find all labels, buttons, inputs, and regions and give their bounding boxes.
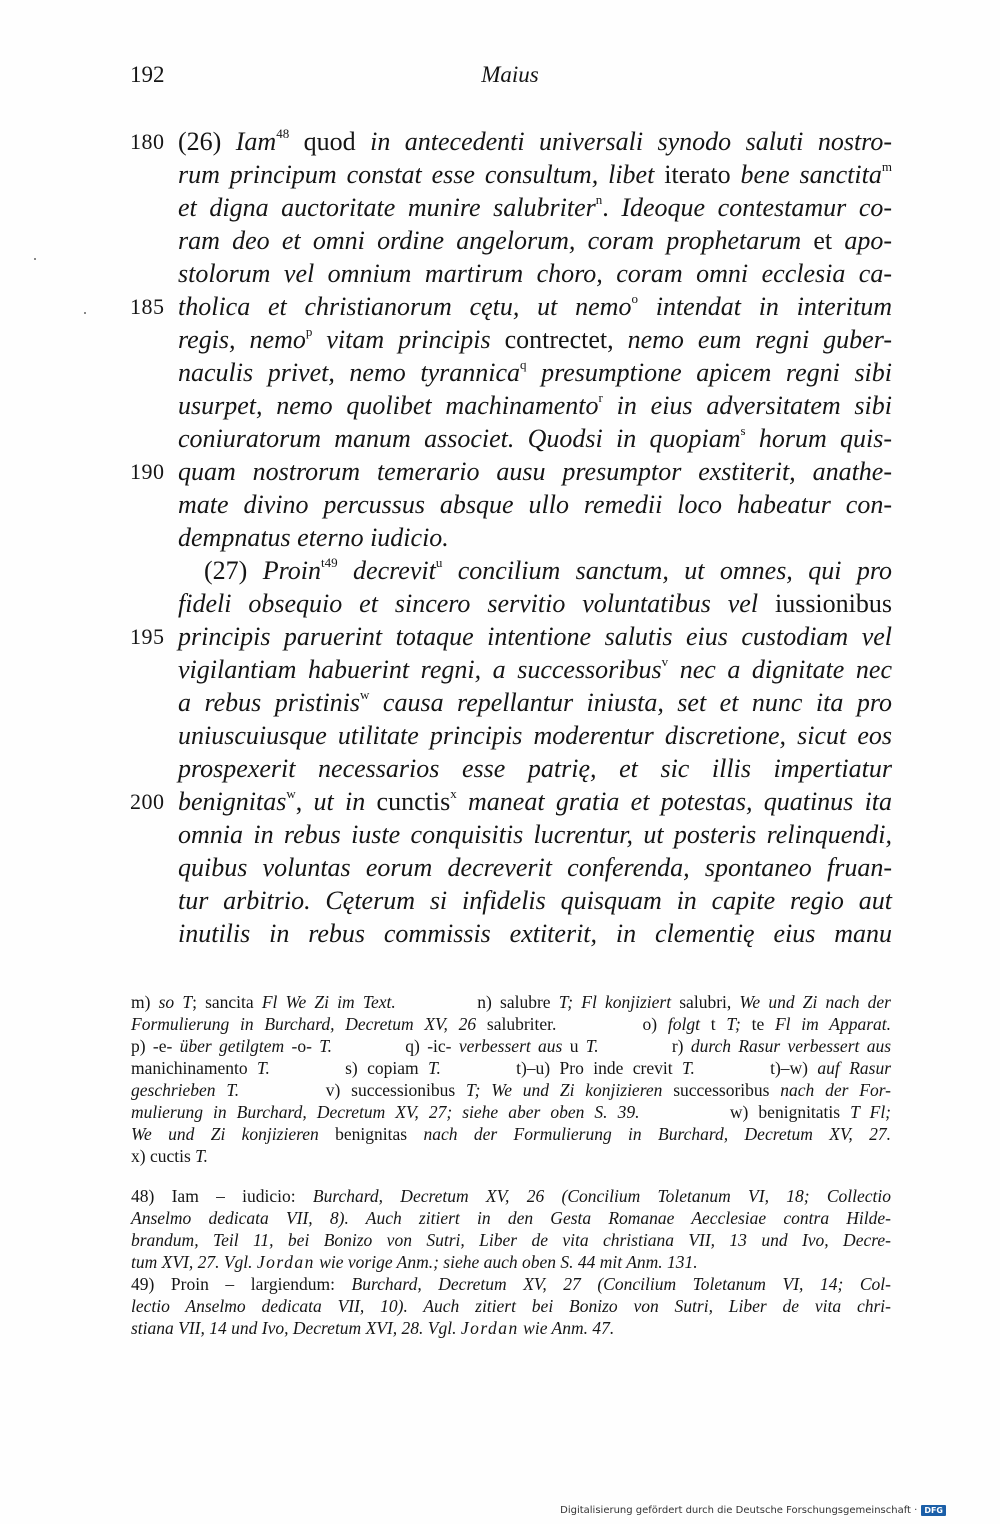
text-line	[178, 191, 892, 224]
text-line	[178, 257, 892, 290]
apparatus-line: manichinamento T. s) copiam T. t)–u) Pro inde crevit T. t)–w) auf Rasur	[131, 1058, 891, 1078]
line-text: mate divino percussus absque ullo remedii loco habeatur con-	[178, 490, 892, 519]
line-text: et digna auctoritate munire salubriter$^n$. Ideoque contestamur co-	[178, 192, 893, 222]
line-text: (26) Iam$^{48}$ quod in antecedenti universali synodo saluti nostro-	[178, 126, 892, 156]
footnote-line: 49) Proin – largiendum: Burchard, Decretum XV, 27 (Concilium Toletanum VI, 14; Col-	[131, 1274, 891, 1294]
line-text: dempnatus eterno iudicio.	[178, 523, 449, 552]
text-line	[130, 125, 892, 158]
text-line	[178, 653, 892, 686]
apparatus-line: m) so T; sancita Fl We Zi im Text. n) salubre T; Fl konjiziert salubri, We und Zi nach der	[131, 992, 891, 1012]
line-text: omnia in rebus iuste conquisitis lucrentur, ut posteris relinquendi,	[178, 820, 892, 849]
apparatus-line: x) cuctis T.	[131, 1146, 208, 1166]
line-text: regis, nemo$^p$ vitam principis contrectet, nemo eum regni guber-	[178, 324, 892, 354]
scan-speck	[34, 258, 36, 260]
text-line	[178, 224, 892, 257]
line-text: a rebus pristinis$^w$ causa repellantur iniusta, set et nunc ita pro	[178, 687, 893, 717]
footnote-line: brandum, Teil 11, bei Bonizo von Sutri, Liber de vita christiana VII, 13 und Ivo, Decre-	[131, 1230, 891, 1250]
footer-credit	[560, 1505, 946, 1516]
footnote-line: stiana VII, 14 und Ivo, Decretum XVI, 28. Vgl. Jordan wie Anm. 47.	[131, 1318, 615, 1338]
text-line	[178, 851, 892, 884]
line-text: ram deo et omni ordine angelorum, coram prophetarum et apo-	[178, 226, 892, 255]
text-line	[178, 488, 892, 521]
text-line	[178, 752, 892, 785]
text-line	[178, 587, 892, 620]
dfg-logo-icon: DFG	[921, 1505, 946, 1516]
line-text: uniuscuiusque utilitate principis moderentur discretione, sicut eos	[178, 721, 892, 750]
line-text: tholica et christianorum cętu, ut nemo$^o$ intendat in interitum	[178, 291, 892, 321]
text-line	[178, 554, 892, 587]
text-line	[130, 620, 892, 653]
critical-apparatus	[131, 991, 891, 1167]
apparatus-line: geschrieben T. v) successionibus T; We und Zi konjizieren successoribus nach der For-	[131, 1080, 891, 1100]
line-text: coniuratorum manum associet. Quodsi in quopiam$^s$ horum quis-	[178, 423, 892, 453]
text-line	[178, 917, 892, 950]
line-text: stolorum vel omnium martirum choro, coram omni ecclesia ca-	[178, 259, 892, 288]
line-number: 180	[130, 129, 165, 154]
line-text: rum principum constat esse consultum, libet iterato bene sanctita$^m$	[178, 159, 892, 189]
footnote-line: lectio Anselmo dedicata VII, 10). Auch zitiert bei Bonizo von Sutri, Liber de vita chri-	[131, 1296, 891, 1316]
text-line	[130, 290, 892, 323]
line-text: quam nostrorum temerario ausu presumptor exstiterit, anathe-	[178, 457, 892, 486]
footnote-line: Anselmo dedicata VII, 8). Auch zitiert in den Gesta Romanae Aecclesiae contra Hilde-	[131, 1208, 891, 1228]
footnote-line: 48) Iam – iudicio: Burchard, Decretum XV, 26 (Concilium Toletanum VI, 18; Collectio	[131, 1186, 891, 1206]
apparatus-line: We und Zi konjizieren benignitas nach der Formulierung in Burchard, Decretum XV, 27.	[131, 1124, 891, 1144]
text-line	[178, 719, 892, 752]
line-text: prospexerit necessarios esse patrię, et sic illis impertiatur	[178, 754, 892, 783]
line-text: naculis privet, nemo tyrannica$^q$ presumptione apicem regni sibi	[178, 357, 893, 387]
text-line	[130, 785, 893, 818]
line-number: 195	[130, 624, 165, 649]
text-line	[178, 422, 892, 455]
line-number: 190	[130, 459, 165, 484]
text-line	[178, 521, 892, 554]
page-number: 192	[130, 62, 165, 87]
line-number: 200	[130, 789, 165, 814]
line-text: inutilis in rebus commissis extiterit, in clementię eius manu	[178, 919, 892, 948]
line-text: tur arbitrio. Cęterum si infidelis quisquam in capite regio aut	[178, 886, 892, 915]
text-line	[178, 818, 892, 851]
line-text: usurpet, nemo quolibet machinamento$^r$ in eius adversitatem sibi	[178, 390, 892, 420]
text-line	[178, 389, 892, 422]
text-line	[178, 686, 892, 719]
main-text	[130, 125, 893, 950]
line-text: quibus voluntas eorum decreverit conferenda, spontaneo fruan-	[178, 853, 892, 882]
running-title: Maius	[481, 62, 539, 87]
apparatus-line: Formulierung in Burchard, Decretum XV, 26 salubriter. o) folgt t T; te Fl im Apparat.	[131, 1014, 891, 1034]
apparatus-line: mulierung in Burchard, Decretum XV, 27; siehe aber oben S. 39. w) benignitatis T Fl;	[131, 1102, 892, 1122]
footnote-line: tum XVI, 27. Vgl. Jordan wie vorige Anm.; siehe auch oben S. 44 mit Anm. 131.	[131, 1252, 698, 1272]
line-text: principis paruerint totaque intentione salutis eius custodiam vel	[178, 622, 892, 651]
line-text: (27) Proin$^{t49}$ decrevit$^u$ concilium sanctum, ut omnes, qui pro	[204, 555, 893, 585]
scan-speck	[84, 312, 86, 314]
notes-section	[131, 991, 891, 1339]
source-footnotes	[131, 1185, 891, 1339]
line-number: 185	[130, 294, 165, 319]
page-header	[130, 62, 890, 94]
credit-text: Digitalisierung gefördert durch die Deutsche Forschungsgemeinschaft ·	[560, 1505, 918, 1516]
text-line	[130, 455, 892, 488]
apparatus-line: p) -e- über getilgtem -o- T. q) -ic- verbessert aus u T. r) durch Rasur verbessert aus	[131, 1036, 892, 1056]
line-text: vigilantiam habuerint regni, a successoribus$^v$ nec a dignitate nec	[178, 654, 892, 684]
text-line	[178, 884, 892, 917]
text-line	[178, 323, 892, 356]
text-line	[178, 158, 892, 191]
line-text: fideli obsequio et sincero servitio voluntatibus vel iussionibus	[178, 589, 892, 618]
line-text: benignitas$^w$, ut in cunctis$^x$ maneat gratia et potestas, quatinus ita	[178, 786, 893, 816]
text-line	[178, 356, 892, 389]
